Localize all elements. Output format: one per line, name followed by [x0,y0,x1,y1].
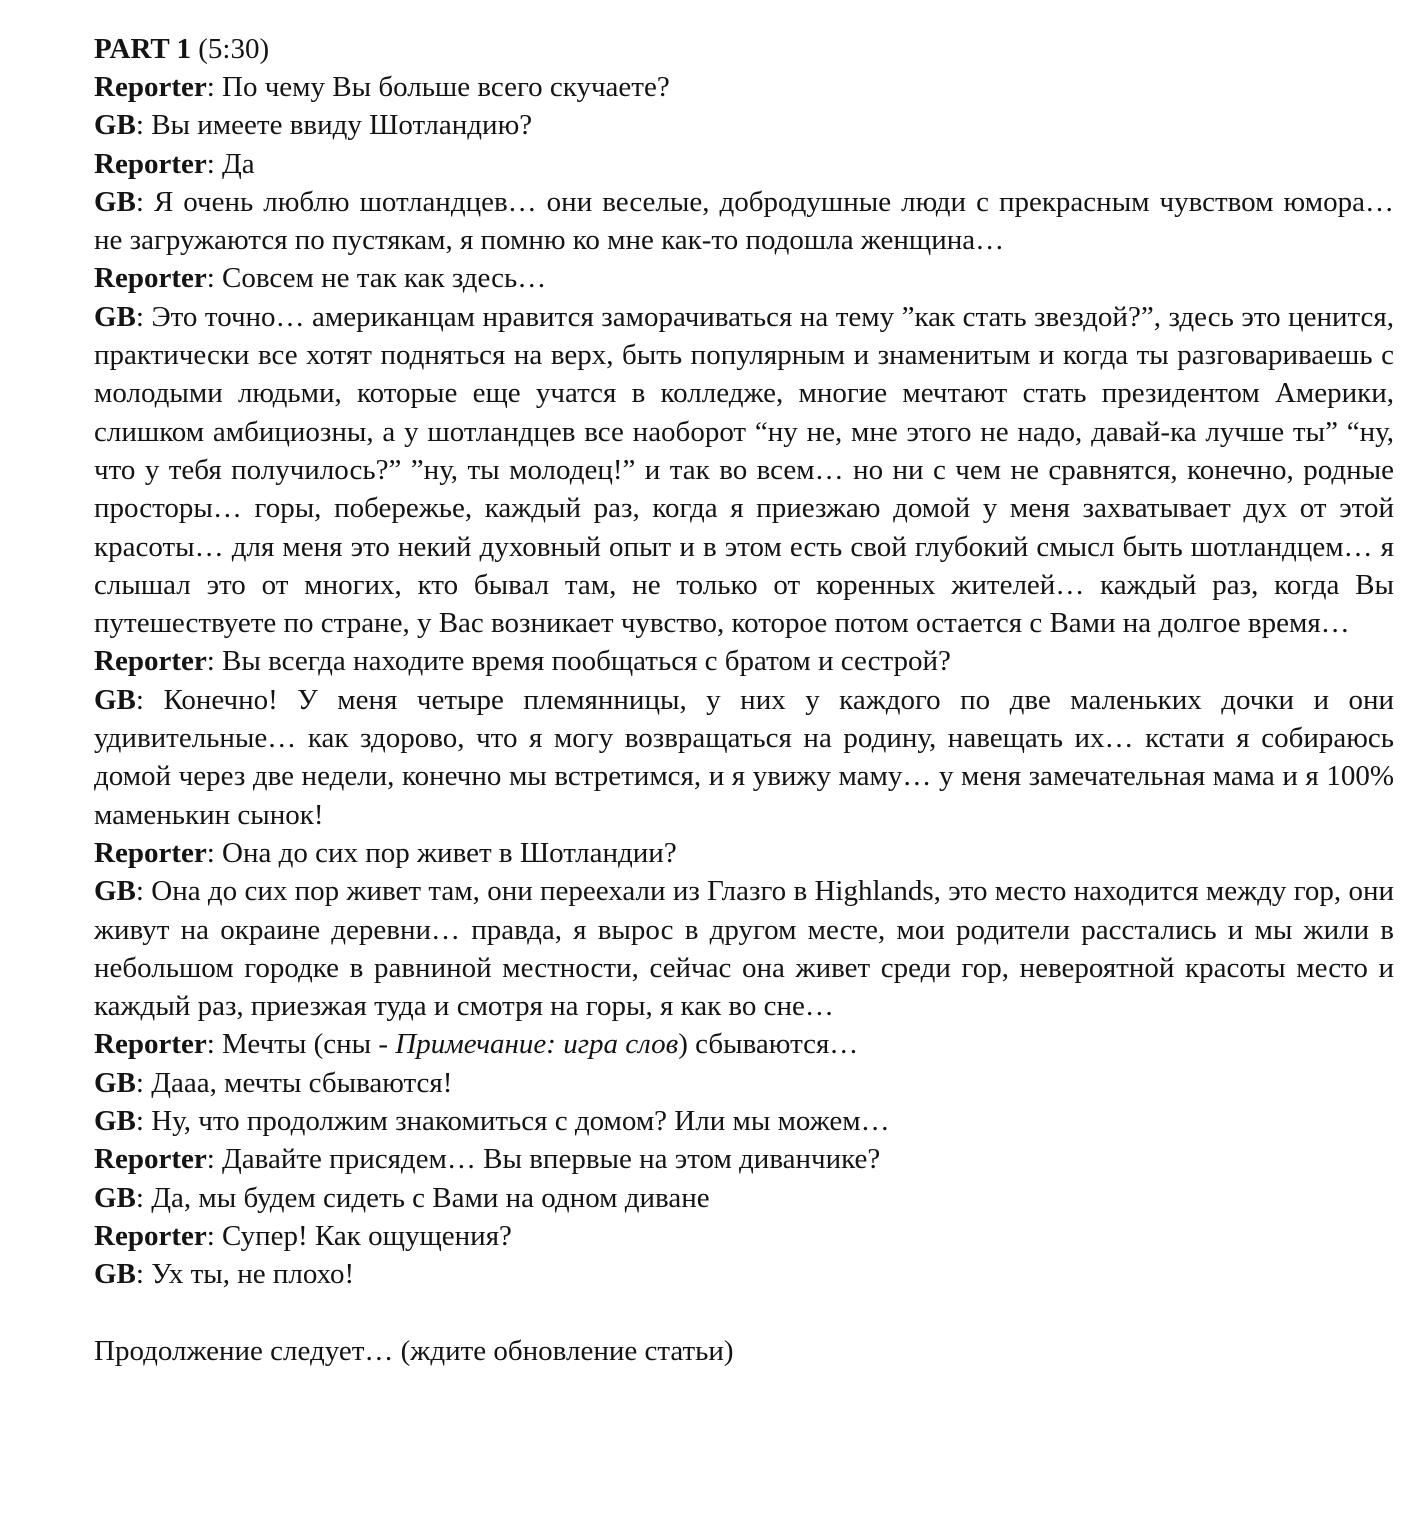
speaker-name: Reporter [94,1143,207,1176]
speaker-name: Reporter [94,836,207,869]
dialogue-text: : Да [206,147,255,180]
dialogue-line [94,872,1394,1025]
dialogue-line [94,1025,1394,1063]
part-timestamp: (5:30) [198,33,270,65]
dialogue-text: ) сбываются… [678,1028,859,1061]
document-page [94,30,1394,1370]
speaker-name: GB [94,1066,136,1099]
dialogue-text: : Да, мы будем сидеть с Вами на одном диване [135,1181,710,1214]
speaker-name: Reporter [94,147,207,180]
dialogue-line [94,1255,1394,1293]
speaker-name: Reporter [94,262,207,295]
dialogue-text: : Она до сих пор живет в Шотландии? [206,836,677,869]
continuation-note: Продолжение следует… (ждите обновление статьи) [94,1334,734,1367]
dialogue-text: : Вы имеете ввиду Шотландию? [135,109,533,142]
dialogue-text: : Вы всегда находите время пообщаться с братом и сестрой? [206,645,951,678]
dialogue-text: : Дааа, мечты сбываются! [135,1066,453,1099]
dialogue-text: : Ну, что продолжим знакомиться с домом? Или мы можем… [135,1105,890,1138]
speaker-name: Reporter [94,1028,207,1061]
dialogue-line [94,259,1394,297]
dialogue-line [94,68,1394,106]
dialogue-text: : Это точно… американцам нравится заморачиваться на тему ”как стать звездой?”, здесь это ценится, практически все хотят подняться на верх, быть популярным и знаменитым и когда ты разговариваешь с молодыми людьми, которые еще учатся в колледже, многие мечтают стать президентом Америки, слишком амбициозны, а у шотландцев все наоборот “ну не, мне этого не надо, давай-ка лучше ты” “ну, что у тебя получилось?” ”ну, ты молодец!” и так во всем… но ни с чем не сравнятся, конечно, родные просторы… горы, побережье, каждый раз, когда я приезжаю домой у меня захватывает дух от этой красоты… для меня это некий духовный опыт и в этом есть свой глубокий смысл быть шотландцем… я слышал это от многих, кто бывал там, не только от коренных жителей… каждый раз, когда Вы путешествуете по стране, у Вас возникает чувство, которое потом остается с Вами на долгое время… [94,300,1394,640]
dialogue-text: : Супер! Как ощущения? [206,1219,512,1252]
part-label: PART 1 [94,33,191,65]
dialogue-line [94,1217,1394,1255]
dialogue-text: : Мечты (сны - [206,1028,396,1061]
dialogue-line [94,1140,1394,1178]
dialogue-line [94,681,1394,834]
dialogue-line [94,834,1394,872]
dialogue-line [94,145,1394,183]
dialogue-text: : Конечно! У меня четыре племянницы, у них у каждого по две маленьких дочки и они удивительные… как здорово, что я могу возвращаться на родину, навещать их… кстати я собираюсь домой через две недели, конечно мы встретимся, и я увижу маму… у меня замечательная мама и я 100% маменькин сынок! [94,683,1394,831]
dialogue-line [94,642,1394,680]
dialogue-text: : Совсем не так как здесь… [206,262,547,295]
translator-note: Примечание: игра слов [395,1028,679,1061]
dialogue-line [94,298,1394,643]
speaker-name: Reporter [94,71,207,103]
speaker-name: GB [94,875,136,908]
speaker-name: GB [94,1181,136,1214]
speaker-name: Reporter [94,645,207,678]
part-heading [94,30,1394,68]
dialogue-line [94,106,1394,144]
speaker-name: GB [94,683,136,716]
speaker-name: GB [94,1258,136,1291]
dialogue-text: : Ух ты, не плохо! [135,1258,355,1291]
speaker-name: GB [94,300,136,333]
dialogue-text: : Давайте присядем… Вы впервые на этом диванчике? [206,1143,881,1176]
dialogue-line [94,1179,1394,1217]
dialogue-line [94,1064,1394,1102]
dialogue-text: : По чему Вы больше всего скучаете? [206,71,670,103]
dialogue-line [94,183,1394,260]
speaker-name: GB [94,185,136,218]
dialogue-line [94,1102,1394,1140]
paragraph-spacer [94,1294,1394,1332]
dialogue-text: : Она до сих пор живет там, они переехали из Глазго в Highlands, это место находится между гор, они живут на окраине деревни… правда, я вырос в другом месте, мои родители расстались и мы жили в небольшом городке в равниной местности, сейчас она живет среди гор, невероятной красоты место и каждый раз, приезжая туда и смотря на горы, я как во сне… [94,875,1394,1023]
speaker-name: GB [94,1105,136,1138]
speaker-name: Reporter [94,1219,207,1252]
dialogue-text: : Я очень люблю шотландцев… они веселые, добродушные люди с прекрасным чувством юмора… не загружаются по пустякам, я помню ко мне как-то подошла женщина… [94,185,1394,257]
speaker-name: GB [94,109,136,142]
